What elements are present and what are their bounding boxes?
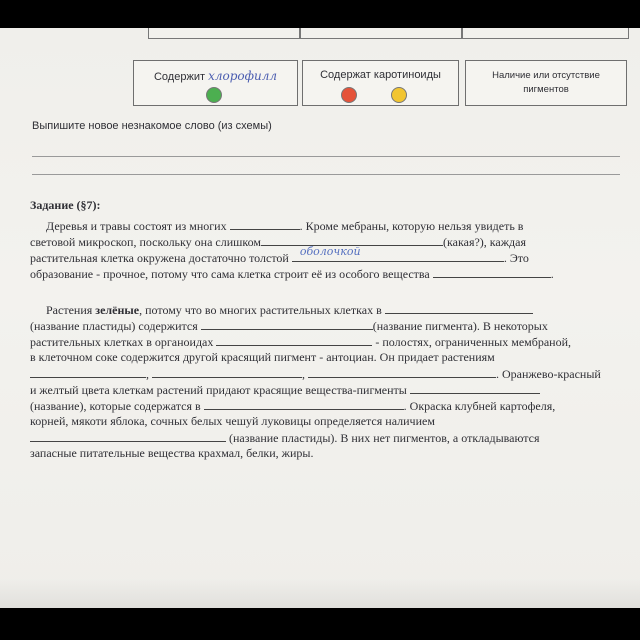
diagram-box-pigments bbox=[465, 60, 627, 106]
fill-blank[interactable] bbox=[433, 266, 551, 278]
green-dot bbox=[206, 87, 222, 103]
fill-blank[interactable] bbox=[308, 366, 496, 378]
fill-blank[interactable] bbox=[204, 398, 404, 410]
fill-blank[interactable] bbox=[216, 334, 372, 346]
box-label: Содержит bbox=[153, 71, 205, 83]
fill-blank[interactable] bbox=[152, 366, 302, 378]
page-shadow bbox=[0, 578, 640, 608]
fill-blank[interactable] bbox=[230, 218, 300, 230]
answer-line bbox=[32, 156, 620, 157]
red-dot bbox=[341, 87, 357, 103]
paragraph-2: Растения зелёные, потому что во многих растительных клетках в bbox=[46, 302, 533, 319]
box-label: Наличие или отсутствие пигментов bbox=[492, 70, 600, 95]
answer-line bbox=[32, 174, 620, 175]
fill-blank[interactable] bbox=[410, 382, 540, 394]
diagram-box-fragment bbox=[462, 28, 629, 39]
handwritten-answer: оболочкой bbox=[299, 245, 361, 258]
fill-blank[interactable] bbox=[30, 366, 146, 378]
box-label: Содержат каротиноиды bbox=[320, 69, 441, 81]
yellow-dot bbox=[391, 87, 407, 103]
fill-blank[interactable] bbox=[292, 245, 504, 262]
paragraph-1: Деревья и травы состоят из многих . Кроме мебраны, которую нельзя увидеть в bbox=[46, 219, 524, 233]
diagram-box-carotenoids bbox=[302, 60, 459, 106]
fill-blank[interactable] bbox=[30, 430, 226, 442]
handwritten-answer: хлорофилл bbox=[208, 69, 278, 83]
diagram-box-fragment bbox=[148, 28, 300, 39]
question-text: Выпишите новое незнакомое слово (из схемы) bbox=[32, 120, 272, 132]
diagram-box-fragment bbox=[300, 28, 462, 39]
diagram-box-chlorophyll bbox=[133, 60, 298, 106]
fill-blank[interactable] bbox=[385, 302, 533, 314]
fill-blank[interactable] bbox=[201, 318, 373, 330]
worksheet-page: Содержит хлорофилл Содержат каротиноиды Наличие или отсутствие пигментов Выпишите новое незнакомое слово (из схемы) Задание (§7): Деревья и травы состоят из многих . Кроме мебраны, которую нельзя увидеть в световой микроскоп, поскольку она слишком (какая?), каждая растительная клетка окружена достаточно толстой оболочкой . Это образование - прочное, потому что сама клетка строит её из особого вещества . Растения зелёные, потому что во многих растительных клетках в (название пластиды) содержится (название пигмента). В некоторых растительных клетках в органоидах - полостях, ограниченных мембраной, в клеточном соке содержится другой красящий пигмент - антоциан. Он придает растениям , , . Оранжево-красный и желтый цвета клеткам растений придают красящие вещества-пигменты (название), которые содержатся в . Окраска клубней картофеля, корней, мякоти яблока, сочных белых чешуй луковицы определяется наличием (название пластиды). В них нет пигментов, а откладываются запасные питательные вещества крахмал, белки, жиры. bbox=[0, 28, 640, 608]
task-heading: Задание (§7): bbox=[30, 198, 101, 212]
